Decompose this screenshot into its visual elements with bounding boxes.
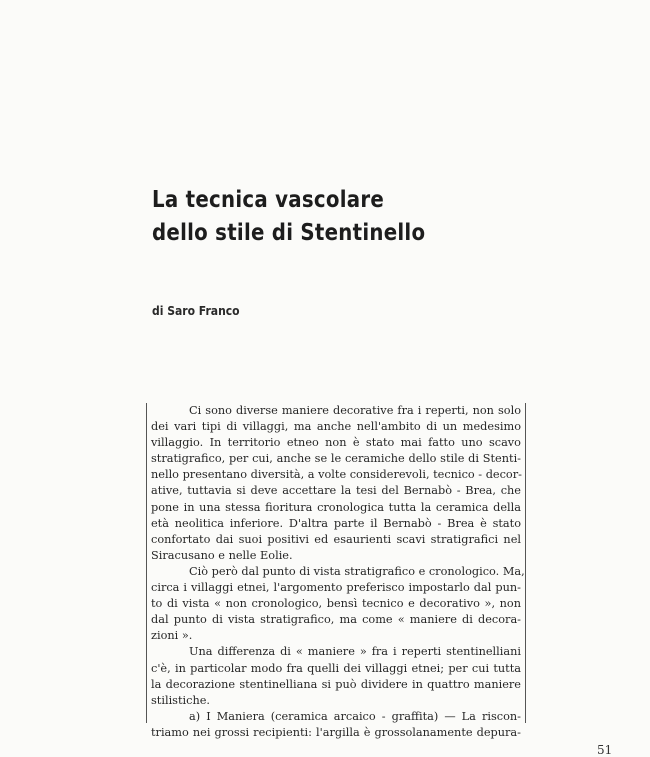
text-line: zioni ». (151, 629, 193, 643)
page-number: 51 (597, 743, 613, 757)
text-line: stilistiche. (151, 693, 211, 707)
text-line: Ci sono diverse maniere decorative fra i reperti, non solo (189, 404, 521, 417)
title-line-1: La tecnica vascolare (152, 187, 385, 213)
text-line: nello presentano diversità, a volte considerevoli, tecnico - decor- (151, 468, 522, 482)
text-line: pone in una stessa fioritura cronologica tutta la ceramica della (151, 500, 521, 514)
text-line: età neolitica inferiore. D'altra parte il Bernabò - Brea è stato (151, 516, 521, 530)
article-body (146, 403, 526, 739)
text-line: la decorazione stentinelliana si può dividere in quattro maniere (151, 677, 521, 691)
text-line: stratigrafico, per cui, anche se le ceramiche dello stile di Stenti- (151, 452, 521, 466)
text-line: Siracusano e nelle Eolie. (151, 548, 293, 562)
text-line: Una differenza di « maniere » fra i reperti stentinelliani (189, 645, 521, 659)
text-line: to di vista « non cronologico, bensì tecnico e decorativo », non (151, 597, 521, 611)
text-line: ative, tuttavia si deve accettare la tesi del Bernabò - Brea, che (151, 484, 521, 498)
author-byline: di Saro Franco (152, 304, 240, 318)
text-line: dal punto di vista stratigrafico, ma come « maniere di decora- (151, 613, 521, 627)
text-line: confortato dai suoi positivi ed esaurienti scavi stratigrafici nel (151, 532, 521, 546)
text-line: triamo nei grossi recipienti: l'argilla è grossolanamente depura- (151, 725, 521, 739)
text-line: c'è, in particolar modo fra quelli dei villaggi etnei; per cui tutta (151, 661, 521, 675)
text-line: villaggio. In territorio etneo non è stato mai fatto uno scavo (151, 436, 521, 450)
title-line-2: dello stile di Stentinello (152, 220, 426, 246)
text-line: Ciò però dal punto di vista stratigrafico e cronologico. Ma, (189, 564, 525, 578)
text-line: dei vari tipi di villaggi, ma anche nell'ambito di un medesimo (151, 420, 521, 434)
text-line: a) I Maniera (ceramica arcaico - graffita) — La riscon- (189, 709, 521, 723)
article-title (152, 184, 425, 250)
text-line: circa i villaggi etnei, l'argomento preferisco impostarlo dal pun- (151, 581, 521, 595)
